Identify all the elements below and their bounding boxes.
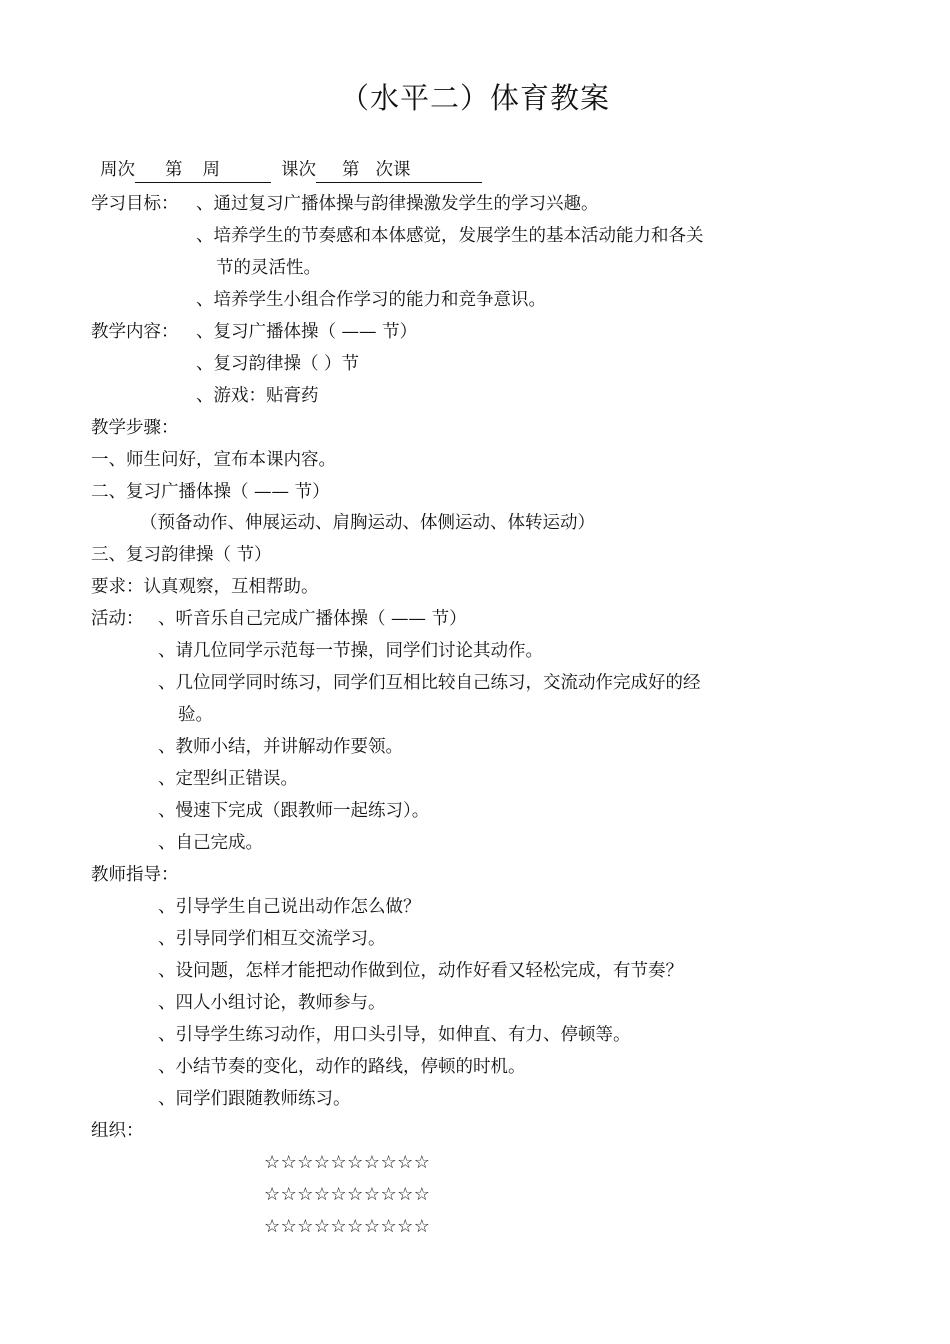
activity-item: 、慢速下完成（跟教师一起练习）。 [158,801,430,821]
activity-item: 、教师小结，并讲解动作要领。 [158,737,403,757]
page-title: （水平二）体育教案 [339,81,610,115]
content-item: 、游戏：贴膏药 [196,386,319,406]
objective-item-continued: 节的灵活性。 [216,258,321,278]
formation-row: ☆☆☆☆☆☆☆☆☆☆ [264,1184,431,1205]
formation-row: ☆☆☆☆☆☆☆☆☆☆ [264,1152,431,1173]
lesson-field [316,158,482,183]
objective-item: 、通过复习广播体操与韵律操激发学生的学习兴趣。 [196,194,599,214]
activity-item: 、自己完成。 [158,833,263,853]
steps-label: 教学步骤： [91,418,179,438]
activities-label: 活动： [91,609,144,629]
requirement: 要求：认真观察，互相帮助。 [91,577,319,597]
lesson-header [100,158,482,183]
week-zhou: 周 [202,160,220,180]
activity-item-continued: 验。 [178,705,213,725]
content-item: 、复习韵律操（ ）节 [196,354,360,374]
guidance-item: 、引导学生自己说出动作怎么做？ [158,897,421,917]
activity-item: 、定型纠正错误。 [158,769,298,789]
week-label: 周次 [100,160,135,180]
guidance-item: 、引导同学们相互交流学习。 [158,929,386,949]
guidance-item: 、四人小组讨论，教师参与。 [158,993,386,1013]
step-3: 三、复习韵律操（ 节） [91,545,272,565]
guidance-item: 、引导学生练习动作，用口头引导，如伸直、有力、停顿等。 [158,1025,631,1045]
guidance-item: 、设问题，怎样才能把动作做到位，动作好看又轻松完成，有节奏？ [158,961,683,981]
week-field [135,158,271,183]
step-2-detail: （预备动作、伸展运动、肩胸运动、体侧运动、体转运动） [140,513,595,533]
objective-item: 、培养学生的节奏感和本体感觉，发展学生的基本活动能力和各关 [196,226,704,246]
lesson-label: 课次 [281,160,316,180]
guidance-item: 、同学们跟随教师练习。 [158,1089,351,1109]
guidance-item: 、小结节奏的变化，动作的路线，停顿的时机。 [158,1057,526,1077]
activity-item: 、几位同学同时练习，同学们互相比较自己练习，交流动作完成好的经 [158,673,701,693]
week-di: 第 [165,160,183,180]
lesson-di: 第 [342,160,360,180]
objectives-label: 学习目标： [91,194,179,214]
objective-item: 、培养学生小组合作学习的能力和竞争意识。 [196,290,546,310]
step-2: 二、复习广播体操（ —— 节） [91,482,330,502]
organization-label: 组织： [91,1121,144,1141]
content-label: 教学内容： [91,322,179,342]
formation-row: ☆☆☆☆☆☆☆☆☆☆ [264,1216,431,1237]
activity-item: 、听音乐自己完成广播体操（ —— 节） [158,609,467,629]
lesson-ci: 次课 [375,160,411,180]
content-item: 、复习广播体操（ —— 节） [196,322,418,342]
guidance-label: 教师指导： [91,865,179,885]
activity-item: 、请几位同学示范每一节操，同学们讨论其动作。 [158,641,543,661]
step-1: 一、师生问好，宣布本课内容。 [91,450,336,470]
